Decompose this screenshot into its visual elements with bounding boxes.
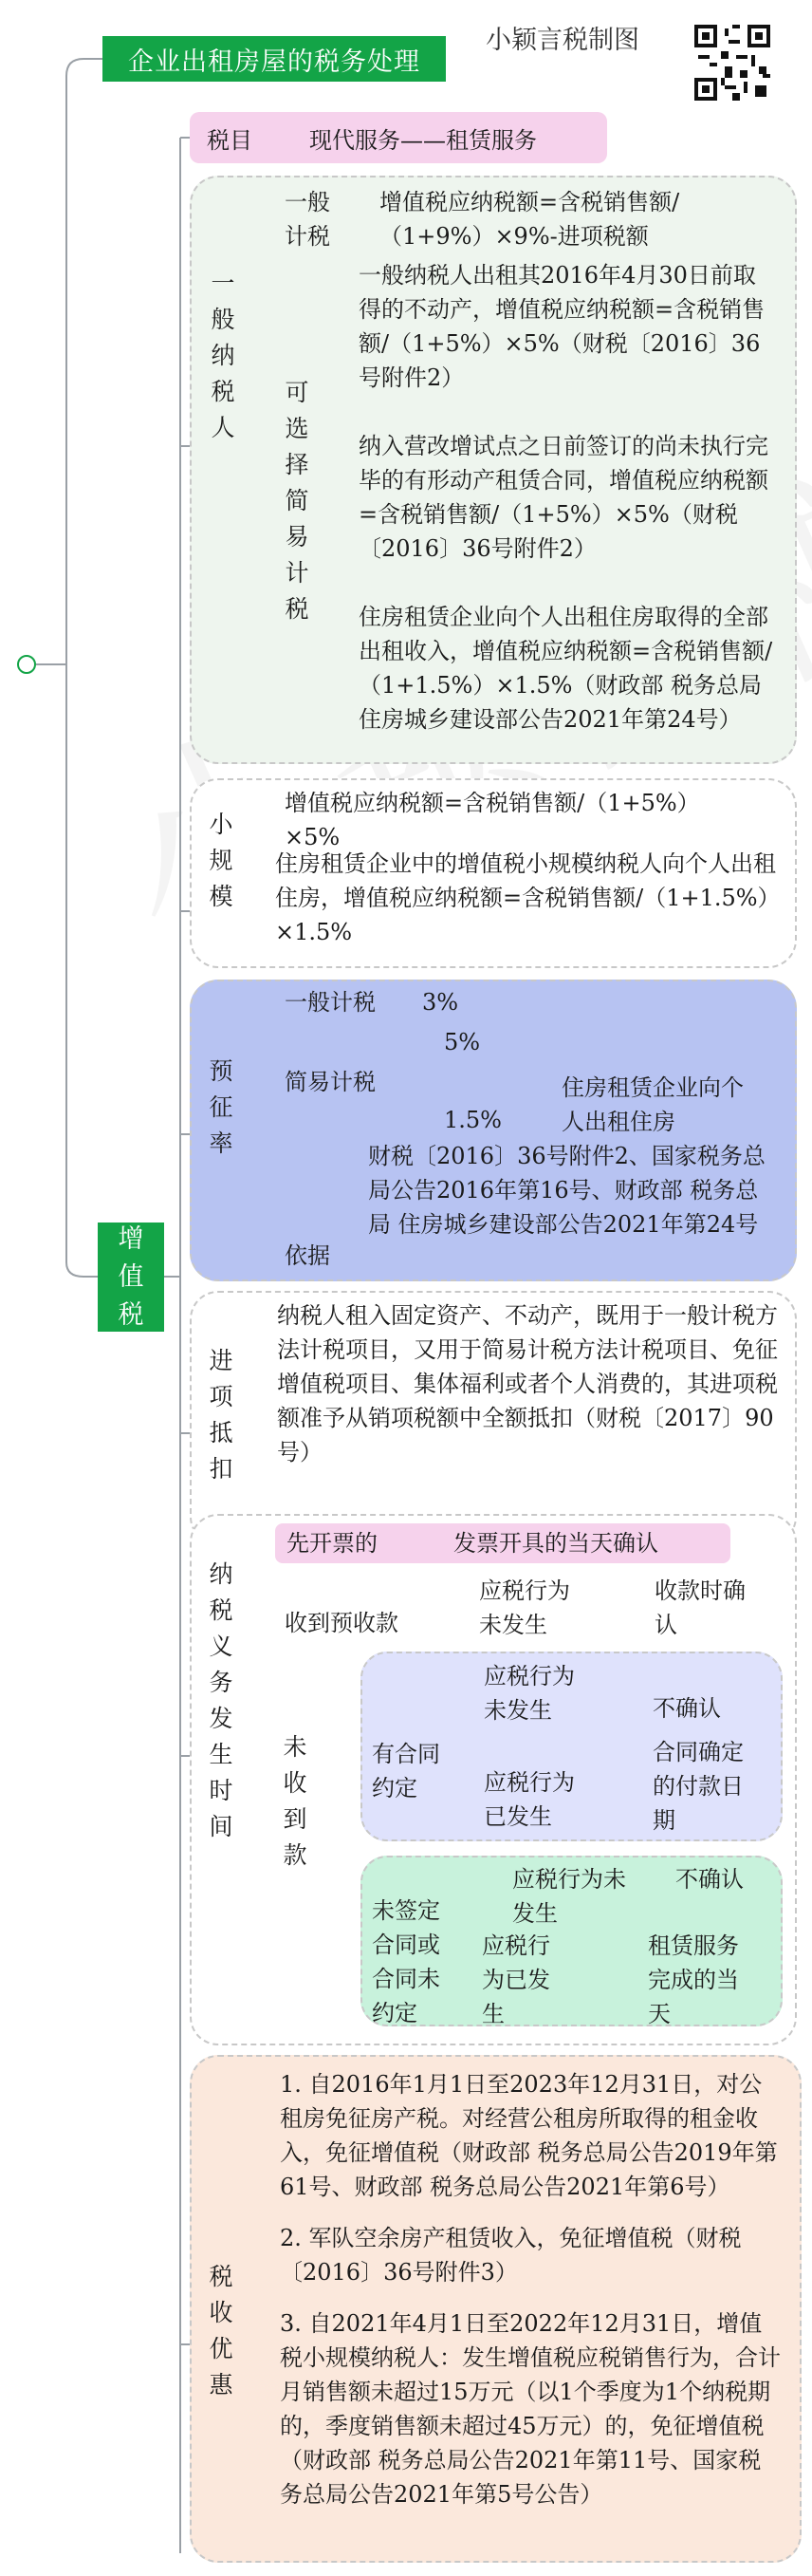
small-scale-label: 小规模 [209,811,233,910]
with-contract-cond-2: 应税行为已发生 [484,1769,575,1830]
preferential-item-2: 2. 军队空余房产租赁收入，免征增值税（财税〔2016〕36号附件3） [280,2225,742,2286]
preferential-item-1: 1. 自2016年1月1日至2023年12月31日，对公租房免征房产税。对经营公租房所取得的租金收入，免征增值税（财政部 税务总局公告2019年第61号、财政部 税务总局公告2021年第6号） [280,2071,778,2200]
tax-item-box [190,112,607,163]
no-contract-result-2: 租赁服务完成的当天 [648,1932,739,2027]
page-title: 企业出租房屋的税务处理 [102,36,446,82]
tax-time-label: 纳税义务发生时间 [209,1560,233,1840]
no-contract-cond-2: 应税行为已发生 [482,1932,550,2027]
simple-method-label: 可选择简易计税 [285,379,309,623]
vat-branch-label: 增值税 [118,1223,144,1330]
small-scale-item-1: 增值税应纳税额=含税销售额/（1+5%）×5% [285,790,700,850]
simple-item-2: 纳入营改增试点之日前签订的尚未执行完毕的有形动产租赁合同，增值税应纳税额=含税销售额/（1+5%）×5%（财税〔2016〕36号附件2） [359,433,768,562]
prepaid-result: 收款时确认 [655,1577,746,1638]
simple-item-1: 一般纳税人出租其2016年4月30日前取得的不动产，增值税应纳税额=含税销售额/（1+5%）×5%（财税〔2016〕36号附件2） [359,262,766,391]
prepay-basis-text: 财税〔2016〕36号附件2、国家税务总局公告2016年第16号、财政部 税务总局 住房城乡建设部公告2021年第24号 [368,1143,766,1238]
general-method-formula: 增值税应纳税额=含税销售额/（1+9%）×9%-进项税额 [379,189,680,250]
vat-branch-node[interactable] [98,1223,164,1332]
small-scale-item-2: 住房租赁企业中的增值税小规模纳税人向个人出租住房，增值税应纳税额=含税销售额/（1+1.5%）×1.5% [275,850,776,945]
general-taxpayer-label: 一般纳税人 [211,270,235,441]
prepay-basis-label: 依据 [285,1242,330,1269]
with-contract-result-1: 不确认 [653,1695,721,1722]
general-method-label: 一般计税 [285,189,330,250]
qr-code-icon [691,21,774,104]
no-contract-label: 未签定合同或合同未约定 [372,1897,440,2026]
prepay-simple-rate-a: 5% [444,1029,481,1055]
input-deduction-label: 进项抵扣 [209,1347,233,1483]
tax-item-label: 税目 [207,126,252,154]
with-contract-label: 有合同约定 [372,1741,440,1801]
prepay-general-label: 一般计税 [285,989,376,1016]
prepaid-label: 收到预收款 [285,1610,398,1636]
tax-item-value: 现代服务——租赁服务 [309,126,537,154]
prepay-rate-label: 预征率 [209,1057,233,1157]
root-node-icon[interactable] [17,655,36,674]
input-deduction-text: 纳税人租入固定资产、不动产，既用于一般计税方法计税项目，又用于简易计税方法计税项目、免征增值税项目、集体福利或者个人消费的，其进项税额准予从销项税额中全额抵扣（财税〔2017〕90号） [277,1302,778,1465]
author-credit: 小颖言税制图 [486,26,639,55]
unpaid-label: 未收到款 [283,1733,307,1869]
prepay-general-rate: 3% [422,989,459,1016]
prepaid-cond: 应税行为未发生 [479,1577,570,1638]
with-contract-result-2: 合同确定的付款日期 [653,1739,744,1834]
no-contract-result-1: 不确认 [675,1866,744,1893]
simple-item-3: 住房租赁企业向个人出租住房取得的全部出租收入，增值税应纳税额=含税销售额/（1+1.5%）×1.5%（财政部 税务总局 住房城乡建设部公告2021年第24号） [359,604,773,733]
no-contract-cond-1: 应税行为未发生 [512,1866,626,1927]
preferential-label: 税收优惠 [209,2263,233,2399]
invoice-first-label: 先开票的 [286,1530,378,1557]
invoice-first-value: 发票开具的当天确认 [453,1530,658,1557]
preferential-item-3: 3. 自2021年4月1日至2022年12月31日，增值税小规模纳税人：发生增值税应税销售行为，合计月销售额未超过15万元（以1个季度为1个纳税期的，季度销售额未超过45万元）的，免征增值税（财政部 税务总局公告2021年第11号、国家税务总局公告2021年第5号公告） [280,2310,781,2508]
prepay-simple-rate-b: 1.5% [444,1107,502,1133]
prepay-simple-label: 简易计税 [285,1069,376,1095]
with-contract-cond-1: 应税行为未发生 [484,1663,575,1724]
prepay-simple-rate-b-note: 住房租赁企业向个人出租住房 [562,1074,744,1135]
